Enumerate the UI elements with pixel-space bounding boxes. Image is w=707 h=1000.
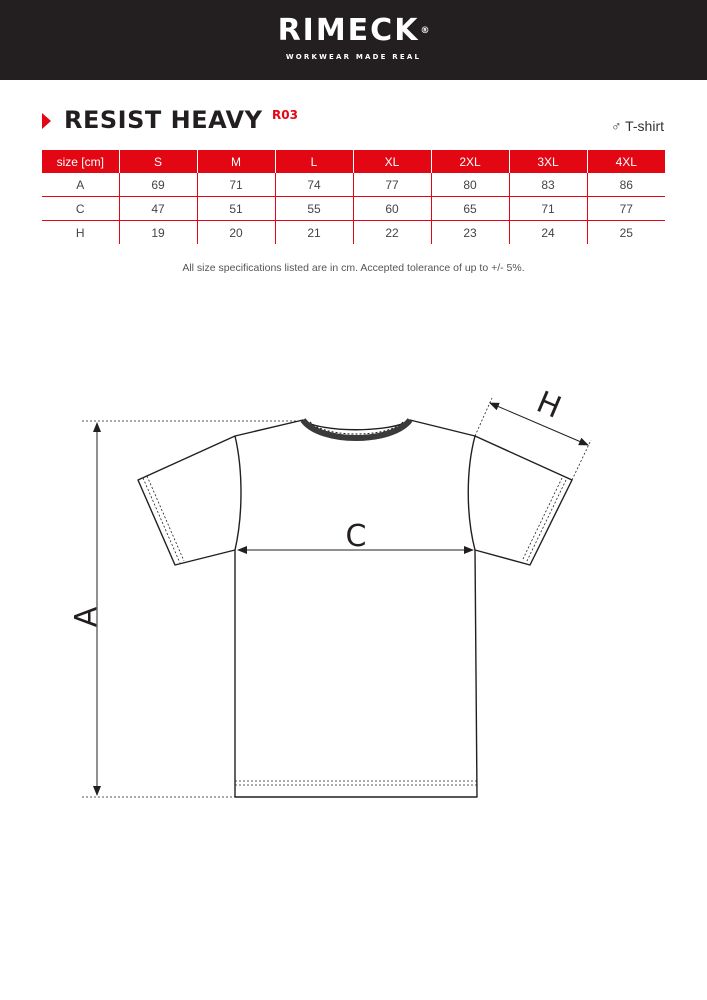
sleeve-extension: [572, 440, 591, 480]
size-header-cell: S: [119, 150, 197, 173]
table-cell: 25: [587, 221, 665, 245]
registered-mark: ®: [420, 26, 430, 36]
right-cuff-stitch: [522, 478, 562, 561]
table-cell: 74: [275, 173, 353, 197]
table-cell: A: [42, 173, 119, 197]
table-cell: 22: [353, 221, 431, 245]
dimension-sleeve: [475, 385, 591, 480]
size-header-cell: size [cm]: [42, 150, 119, 173]
table-cell: 24: [509, 221, 587, 245]
table-cell: 23: [431, 221, 509, 245]
left-cuff-stitch: [143, 478, 180, 563]
table-cell: 71: [509, 197, 587, 221]
dimension-length: [69, 421, 303, 797]
table-cell: 71: [197, 173, 275, 197]
sleeve-extension: [475, 398, 492, 436]
table-cell: 69: [119, 173, 197, 197]
tshirt-outline: [138, 420, 572, 797]
brand-tagline: WORKWEAR MADE REAL: [285, 53, 422, 61]
table-cell: 21: [275, 221, 353, 245]
size-header-cell: M: [197, 150, 275, 173]
dimension-chest: [238, 519, 473, 554]
brand-name: RIMECK: [277, 13, 420, 48]
length-label: A: [69, 606, 104, 628]
table-cell: 19: [119, 221, 197, 245]
tshirt-body: [235, 420, 477, 797]
size-header-cell: L: [275, 150, 353, 173]
table-cell: 47: [119, 197, 197, 221]
size-header-cell: 3XL: [509, 150, 587, 173]
product-name: RESIST HEAVY: [64, 106, 263, 134]
right-cuff-stitch: [526, 480, 566, 563]
table-cell: 60: [353, 197, 431, 221]
product-type: ♂ T-shirt: [610, 118, 664, 134]
collar: [303, 420, 410, 438]
size-header-cell: 2XL: [431, 150, 509, 173]
table-cell: 51: [197, 197, 275, 221]
table-cell: 65: [431, 197, 509, 221]
right-sleeve: [475, 436, 572, 565]
chest-label: C: [345, 519, 367, 554]
table-cell: 20: [197, 221, 275, 245]
size-header-cell: XL: [353, 150, 431, 173]
table-cell: 55: [275, 197, 353, 221]
sleeve-label: H: [531, 384, 566, 426]
table-cell: 77: [353, 173, 431, 197]
table-cell: 86: [587, 173, 665, 197]
table-cell: C: [42, 197, 119, 221]
table-cell: H: [75, 225, 85, 240]
table-cell: 80: [431, 173, 509, 197]
table-cell: 83: [509, 173, 587, 197]
tolerance-note: All size specifications listed are in cm. Accepted tolerance of up to +/- 5%.: [182, 262, 525, 274]
left-cuff-stitch: [147, 476, 184, 561]
product-code: R03: [272, 108, 298, 122]
table-cell: 77: [587, 197, 665, 221]
size-header-cell: 4XL: [587, 150, 665, 173]
